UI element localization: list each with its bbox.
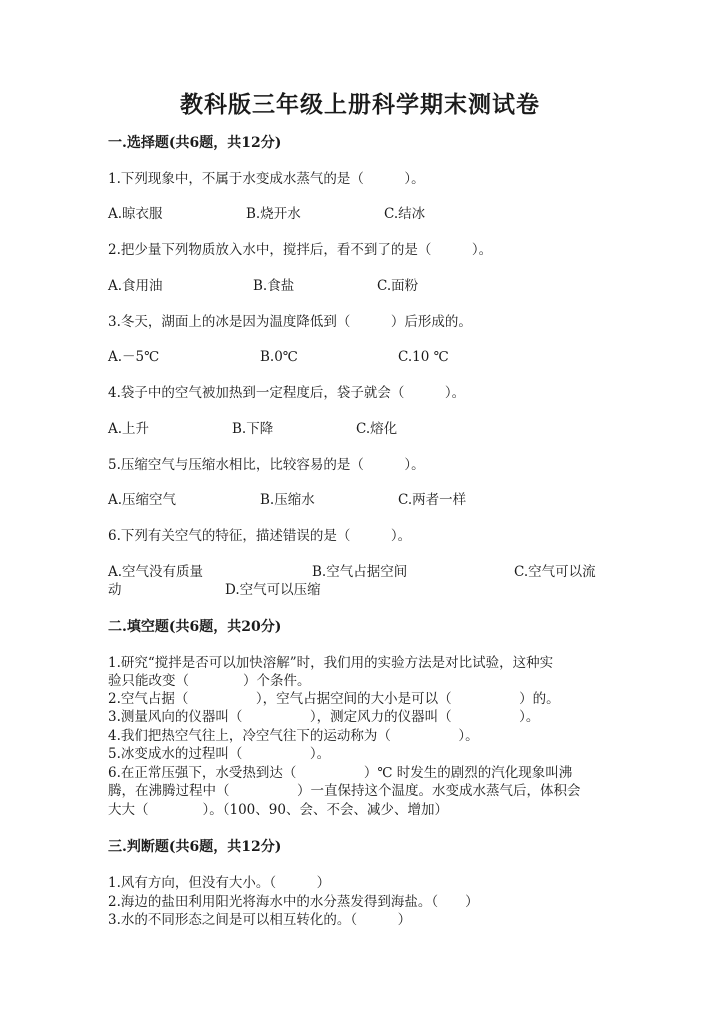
option-c: C.熔化	[356, 421, 398, 437]
option-a: A.－5℃	[108, 349, 160, 365]
fill-line: 腾，在沸腾过程中（ ）一直保持这个温度。水变成水蒸气后，体积会	[108, 783, 581, 799]
option-a: A.上升	[108, 421, 150, 437]
option-b: B.下降	[232, 421, 274, 437]
judge-line: 2.海边的盐田利用阳光将海水中的水分蒸发得到海盐。（ ）	[108, 894, 479, 910]
question-stem: 1.下列现象中，不属于水变成水蒸气的是（ ）。	[108, 171, 425, 187]
fill-line: 5.冰变成水的过程叫（ ）。	[108, 746, 331, 762]
question-stem: 5.压缩空气与压缩水相比，比较容易的是（ ）。	[108, 457, 425, 473]
fill-line: 大大（ ）。（100、90、会、不会、减少、增加）	[108, 802, 448, 818]
judge-line: 1.风有方向，但没有大小。（ ）	[108, 875, 331, 891]
fill-line: 验只能改变（ ）个条件。	[108, 673, 311, 689]
section-heading-judge: 三.判断题(共6题，共12分)	[108, 839, 282, 855]
question-stem: 6.下列有关空气的特征，描述错误的是（ ）。	[108, 528, 412, 544]
option-c: C.空气可以流	[514, 564, 596, 580]
section-heading-choice: 一.选择题(共6题，共12分)	[108, 135, 282, 151]
section-heading-fill: 二.填空题(共6题，共20分)	[108, 619, 282, 635]
option-a: A.食用油	[108, 278, 163, 294]
option-a: A.晾衣服	[108, 206, 163, 222]
option-a: A.压缩空气	[108, 492, 177, 508]
option-b: B.烧开水	[246, 206, 301, 222]
fill-line: 6.在正常压强下，水受热到达（ ）℃ 时发生的剧烈的汽化现象叫沸	[108, 765, 573, 781]
option-c: C.结冰	[384, 206, 426, 222]
question-stem: 2.把少量下列物质放入水中，搅拌后，看不到了的是（ ）。	[108, 242, 493, 258]
question-stem: 4.袋子中的空气被加热到一定程度后，袋子就会（ ）。	[108, 385, 466, 401]
option-b: B.0℃	[260, 349, 298, 365]
question-stem: 3.冬天，湖面上的冰是因为温度降低到（ ）后形成的。	[108, 314, 472, 330]
fill-line: 2.空气占据（ ），空气占据空间的大小是可以（ ）的。	[108, 691, 560, 707]
judge-line: 3.水的不同形态之间是可以相互转化的。（ ）	[108, 912, 412, 928]
fill-line: 1.研究“搅拌是否可以加快溶解”时，我们用的实验方法是对比试验，这种实	[108, 655, 554, 671]
option-b: B.空气占据空间	[312, 564, 408, 580]
option-c: C.两者一样	[398, 492, 467, 508]
option-c: C.10 ℃	[398, 349, 449, 365]
option-d: D.空气可以压缩	[225, 582, 321, 598]
page-title: 教科版三年级上册科学期末测试卷	[180, 91, 540, 118]
option-c: C.面粉	[377, 278, 419, 294]
fill-line: 4.我们把热空气往上，冷空气往下的运动称为（ ）。	[108, 728, 479, 744]
fill-line: 3.测量风向的仪器叫（ ），测定风力的仪器叫（ ）。	[108, 709, 540, 725]
option-a: A.空气没有质量	[108, 564, 204, 580]
option-b: B.压缩水	[260, 492, 315, 508]
option-b: B.食盐	[253, 278, 295, 294]
option-c-continuation: 动	[108, 582, 122, 598]
